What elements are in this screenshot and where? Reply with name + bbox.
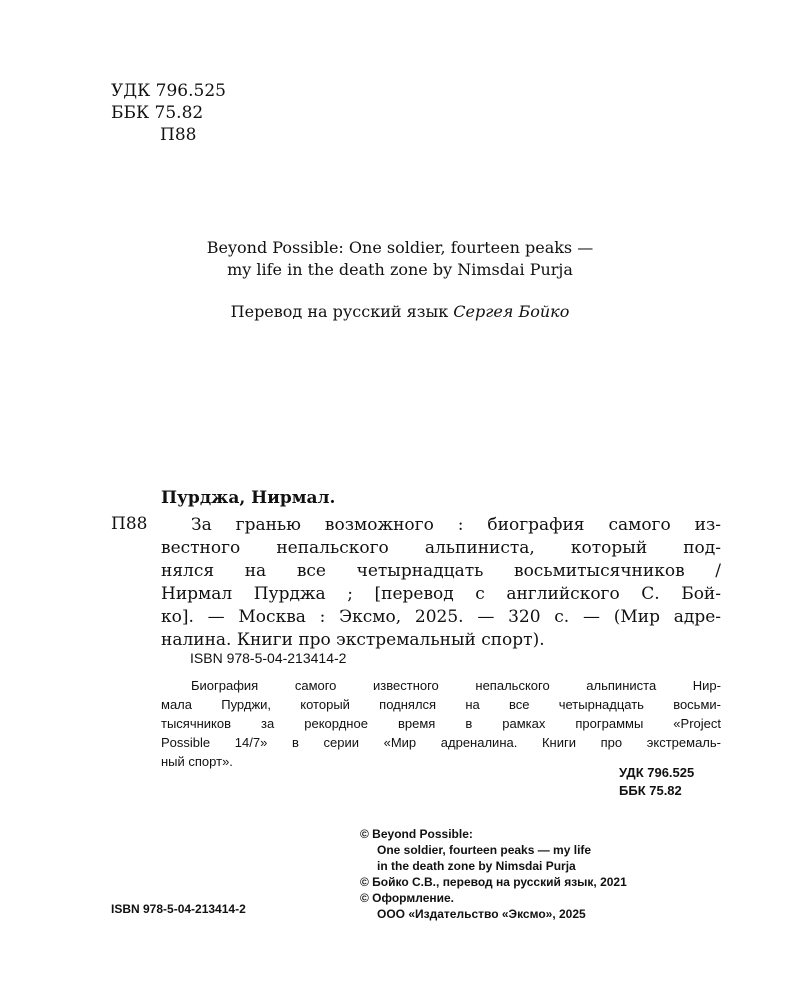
bbk-code: ББК 75.82	[111, 103, 204, 123]
bib-line: За гранью возможного : биография самого из-	[191, 515, 721, 535]
copyright-line: © Оформление.	[360, 891, 455, 905]
author-mark: П88	[160, 125, 197, 145]
annotation-line: Биография самого известного непальского альпиниста Нир-	[191, 678, 721, 693]
annotation-line: Possible 14/7» в серии «Мир адреналина. Книги про экстремаль-	[161, 735, 721, 750]
bottom-classification-codes	[619, 764, 694, 800]
original-title-line-2: my life in the death zone by Nimsdai Purja	[227, 260, 573, 279]
annotation-line: тысячников за рекордное время в рамках программы «Project	[161, 716, 721, 731]
original-title-line-1: Beyond Possible: One soldier, fourteen peaks —	[206, 238, 594, 257]
translation-credit	[0, 302, 800, 321]
classification-codes	[111, 80, 226, 146]
original-title	[0, 237, 800, 281]
copyright-line: One soldier, fourteen peaks — my life	[377, 843, 592, 857]
translation-prefix: Перевод на русский язык	[230, 302, 449, 321]
copyright-line: in the death zone by Nimsdai Purja	[377, 859, 576, 873]
bottom-udk-code: УДК 796.525	[619, 765, 695, 780]
footer-isbn: ISBN 978-5-04-213414-2	[111, 902, 246, 916]
annotation	[161, 676, 721, 771]
bib-line: нялся на все четырнадцать восьмитысячников /	[161, 561, 721, 581]
bib-line: Нирмал Пурджа ; [перевод с английского С. Бой-	[161, 584, 721, 604]
annotation-line: мала Пурджи, который поднялся на все четырнадцать восьми-	[161, 697, 721, 712]
bibliographic-description	[161, 514, 721, 652]
bib-line: налина. Книги про экстремальный спорт).	[161, 630, 545, 650]
bib-line: ко]. — Москва : Эксмо, 2025. — 320 с. — (Мир адре-	[161, 607, 721, 627]
copyright-line: © Beyond Possible:	[360, 827, 473, 841]
bib-isbn: ISBN 978-5-04-213414-2	[190, 650, 347, 666]
udk-code: УДК 796.525	[111, 81, 226, 101]
bib-author-mark: П88	[111, 514, 148, 534]
bib-line: вестного непальского альпиниста, который под-	[161, 538, 721, 558]
annotation-line: ный спорт».	[161, 754, 233, 769]
translator-name: Сергея Бойко	[453, 302, 570, 321]
copyright-line: © Бойко С.В., перевод на русский язык, 2021	[360, 875, 627, 889]
copyright-line: ООО «Издательство «Эксмо», 2025	[377, 907, 586, 921]
copyright-block	[360, 826, 627, 922]
author-heading: Пурджа, Нирмал.	[161, 488, 336, 508]
bottom-bbk-code: ББК 75.82	[619, 783, 682, 798]
